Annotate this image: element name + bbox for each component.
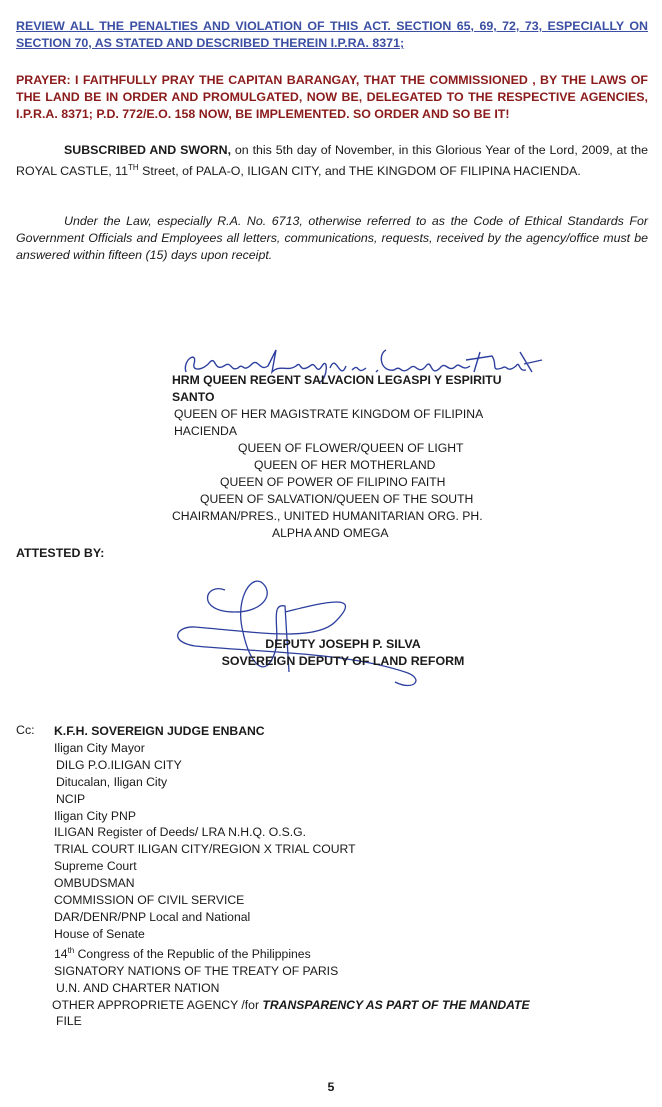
cc-item: DAR/DENR/PNP Local and National [54, 909, 251, 924]
cc-item: Supreme Court [54, 859, 137, 874]
law-text: Under the Law, especially R.A. No. 6713, otherwise referred to as the Code of Ethical Standards For Government Officials and Employees all letters, communications, requests, received by the agency/office must be answered within fifteen (15) days upon receipt. [16, 214, 648, 262]
cc-other-italic: TRANSPARENCY AS PART OF THE MANDATE [262, 997, 530, 1012]
attested-by-label: ATTESTED BY: [16, 546, 105, 560]
cc-item: Iligan City PNP [54, 808, 136, 823]
queen-signature-block [172, 372, 542, 542]
cc-item: NCIP [56, 791, 86, 806]
cc-list [54, 723, 530, 1030]
deputy-block [213, 636, 473, 670]
queen-title-5: QUEEN OF SALVATION/QUEEN OF THE SOUTH [200, 492, 474, 506]
cc-item: Iligan City Mayor [54, 740, 145, 755]
queen-name: HRM QUEEN REGENT SALVACION LEGASPI Y ESPIRITU SANTO [172, 373, 502, 404]
sworn-sup: TH [128, 163, 139, 172]
cc-file: FILE [56, 1014, 82, 1029]
cc-other-plain: OTHER APPROPRIETE AGENCY /for [52, 997, 263, 1012]
queen-title-1: QUEEN OF HER MAGISTRATE KINGDOM OF FILIPINA HACIENDA [174, 407, 483, 438]
cc-other [52, 997, 530, 1014]
cc-first: K.F.H. SOVEREIGN JUDGE ENBANC [54, 724, 265, 738]
congress-rest: Congress of the Republic of the Philippines [74, 946, 311, 961]
subscribed-sworn-paragraph [16, 142, 648, 180]
congress-num: 14 [54, 946, 68, 961]
congress-sup: th [67, 945, 75, 955]
cc-label: Cc: [16, 723, 35, 737]
cc-item: Ditucalan, Iligan City [56, 774, 168, 789]
cc-item: SIGNATORY NATIONS OF THE TREATY OF PARIS [54, 963, 339, 978]
sworn-text-a: on this 5th day of November, in this Glorious Year of the Lord, 2009, at the ROYAL CASTLE, 11 [16, 143, 648, 179]
review-penalties-heading: REVIEW ALL THE PENALTIES AND VIOLATION OF THIS ACT. SECTION 65, 69, 72, 73, ESPECIALLY ON SECTION 70, AS STATED AND DESCRIBED THEREIN I.P.RA. 8371; [16, 19, 648, 50]
prayer-paragraph: PRAYER: I FAITHFULLY PRAY THE CAPITAN BARANGAY, THAT THE COMMISSIONED , BY THE LAWS OF THE LAND BE IN ORDER AND PROMULGATED, NOW BE, DELEGATED TO THE RESPECTIVE AGENCIES, I.P.R.A. 8371; P.D. 772/E.O. 158 NOW, BE IMPLEMENTED. SO ORDER AND SO BE IT! [16, 73, 648, 121]
cc-item: TRIAL COURT ILIGAN CITY/REGION X TRIAL COURT [54, 842, 356, 857]
cc-item: OMBUDSMAN [54, 876, 135, 891]
queen-title-7: ALPHA AND OMEGA [272, 526, 389, 540]
ethical-standards-paragraph [16, 213, 648, 264]
cc-item: COMMISSION OF CIVIL SERVICE [54, 893, 245, 908]
queen-title-4: QUEEN OF POWER OF FILIPINO FAITH [220, 475, 446, 489]
cc-item: House of Senate [54, 926, 145, 941]
cc-item: ILIGAN Register of Deeds/ LRA N.H.Q. O.S.G. [54, 825, 306, 840]
queen-title-2: QUEEN OF FLOWER/QUEEN OF LIGHT [238, 441, 464, 455]
sworn-text-b: Street, of PALA-O, ILIGAN CITY, and THE KINGDOM OF FILIPINA HACIENDA. [138, 164, 581, 179]
queen-title-3: QUEEN OF HER MOTHERLAND [254, 458, 436, 472]
deputy-title: SOVEREIGN DEPUTY OF LAND REFORM [221, 654, 465, 668]
page-number: 5 [327, 1080, 335, 1094]
cc-item: U.N. AND CHARTER NATION [56, 980, 220, 995]
cc-item: DILG P.O.ILIGAN CITY [56, 757, 182, 772]
cc-congress [54, 943, 530, 963]
sworn-lead: SUBSCRIBED AND SWORN, [64, 143, 232, 157]
deputy-name: DEPUTY JOSEPH P. SILVA [265, 637, 421, 651]
queen-title-6: CHAIRMAN/PRES., UNITED HUMANITARIAN ORG. PH. [172, 509, 483, 523]
